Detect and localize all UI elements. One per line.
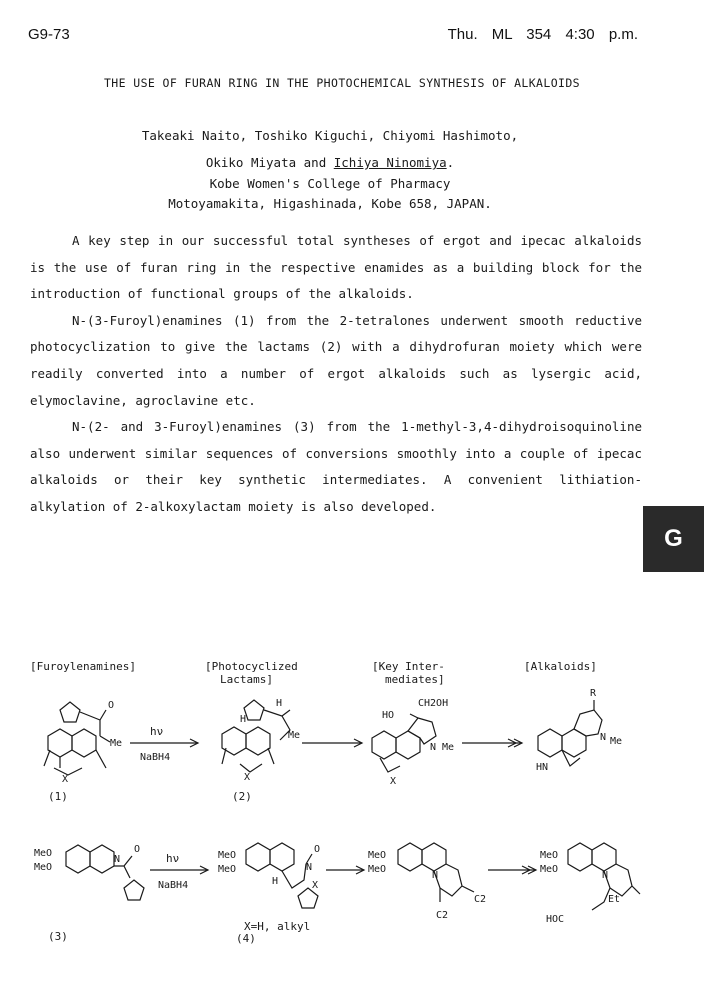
header-key-intermediates-1: [Key Inter- [372, 660, 445, 673]
structure-compound-3 [66, 845, 144, 900]
affiliation-line-2: Motoyamakita, Higashinada, Kobe 658, JAPAN. [168, 196, 492, 211]
abstract-paragraph-2: N-(3-Furoyl)enamines (1) from the 2-tetralones underwent smooth reductive photocyclization to give the lactams (2) with a dihydrofuran moiety which were readily converted into a number of ergot alkaloids such as lysergic acid, elymoclavine, agroclavine etc. [30, 312, 642, 408]
label-compound-1: (1) [48, 790, 68, 803]
header-photocyclized-2: Lactams] [220, 673, 273, 686]
atom-n-c4: N [306, 862, 313, 873]
note-x-substituent: X=H, alkyl [244, 920, 311, 933]
session-time: 4:30 p.m. [565, 26, 638, 43]
atom-n-alk2: N [602, 870, 609, 881]
session-code: G9-73 [28, 26, 70, 43]
reagent-nabh4-1: NaBH4 [140, 752, 171, 763]
presenting-author: Ichiya Ninomiya [333, 155, 447, 170]
atom-me-c2: Me [288, 730, 301, 741]
atom-me-c1: Me [110, 738, 123, 749]
label-compound-4: (4) [236, 932, 256, 945]
atom-x-c2: X [244, 772, 251, 783]
reaction-scheme [0, 640, 704, 997]
affiliation [60, 174, 600, 214]
header-key-intermediates-2: mediates] [385, 673, 445, 686]
atom-n-key2: N [432, 870, 439, 881]
label-compound-3: (3) [48, 930, 68, 943]
atom-n-alk1: N [600, 732, 607, 743]
header-furoylenamines: [Furoylenamines] [30, 660, 136, 673]
atom-x-c1: X [62, 774, 69, 785]
atom-h-c2a: H [240, 714, 247, 725]
reagent-hv-1: hν [150, 725, 164, 738]
atom-x-c4: X [312, 880, 319, 891]
atom-meo-key2a: MeO [368, 850, 387, 861]
structure-compound-2 [222, 700, 290, 772]
structure-compound-1 [44, 702, 110, 775]
atom-o-c1: O [108, 700, 115, 711]
authors-line-2-text: Okiko Miyata and [205, 155, 334, 170]
atom-et-alk2: Et [608, 894, 621, 905]
label-compound-2: (2) [232, 790, 252, 803]
atom-r-alk1: R [590, 688, 597, 699]
reagent-nabh4-2: NaBH4 [158, 880, 189, 891]
abstract-paragraph-1: A key step in our successful total syntheses of ergot and ipecac alkaloids is the use of furan ring in the respective enamides as a building block for the introduction of functional groups of the alkaloids. [30, 233, 642, 302]
atom-o-c4: O [314, 844, 321, 855]
atom-hn-alk1: HN [536, 762, 549, 773]
structure-alkaloid-1 [538, 700, 602, 766]
atom-me-key1: Me [442, 742, 455, 753]
atom-me-alk1: Me [610, 736, 623, 747]
atom-meo-key2b: MeO [368, 864, 387, 875]
atom-meo-alk2a: MeO [540, 850, 559, 861]
atom-meo-alk2b: MeO [540, 864, 559, 875]
atom-meo-c4a: MeO [218, 850, 237, 861]
affiliation-line-1: Kobe Women's College of Pharmacy [209, 176, 451, 191]
structure-key-intermediate-1 [372, 714, 436, 772]
section-tab: G [643, 506, 704, 572]
author-list [60, 122, 600, 176]
atom-meo-c3b: MeO [34, 862, 53, 873]
session-room: ML 354 [491, 26, 552, 43]
atom-h-c2b: H [276, 698, 283, 709]
atom-h-c4: H [272, 876, 279, 887]
atom-x-key1: X [390, 776, 397, 787]
atom-ho-key1: HO [382, 710, 395, 721]
authors-line-2-end: . [446, 155, 455, 170]
atom-o-c3: O [134, 844, 141, 855]
atom-meo-c4b: MeO [218, 864, 237, 875]
authors-line-2 [60, 149, 600, 176]
authors-line-1: Takeaki Naito, Toshiko Kiguchi, Chiyomi Hashimoto, [141, 128, 519, 143]
structure-compound-4 [246, 843, 321, 908]
paper-title: THE USE OF FURAN RING IN THE PHOTOCHEMICAL SYNTHESIS OF ALKALOIDS [103, 76, 581, 90]
atom-n-c3: N [114, 854, 121, 865]
atom-n-key1: N [430, 742, 437, 753]
abstract [30, 228, 642, 521]
header-alkaloids: [Alkaloids] [524, 660, 597, 673]
session-day: Thu. [447, 26, 478, 43]
abstract-paragraph-3: N-(2- and 3-Furoyl)enamines (3) from the 1-methyl-3,4-dihydroisoquinoline also underwent similar sequences of conversions smoothly into a couple of ipecac alkaloids or their key synthetic intermediates. A convenient lithiation-alkylation of 2-alkoxylactam moiety is also developed. [30, 419, 642, 514]
session-info [448, 26, 638, 43]
atom-c2-key2b: C2 [436, 910, 449, 921]
atom-ch2oh-key1: CH2OH [418, 698, 449, 709]
atom-hoc-alk2: HOC [546, 914, 565, 925]
atom-c2-key2a: C2 [474, 894, 487, 905]
reagent-hv-2: hν [166, 852, 180, 865]
header-photocyclized-1: [Photocyclized [205, 660, 298, 673]
atom-meo-c3a: MeO [34, 848, 53, 859]
